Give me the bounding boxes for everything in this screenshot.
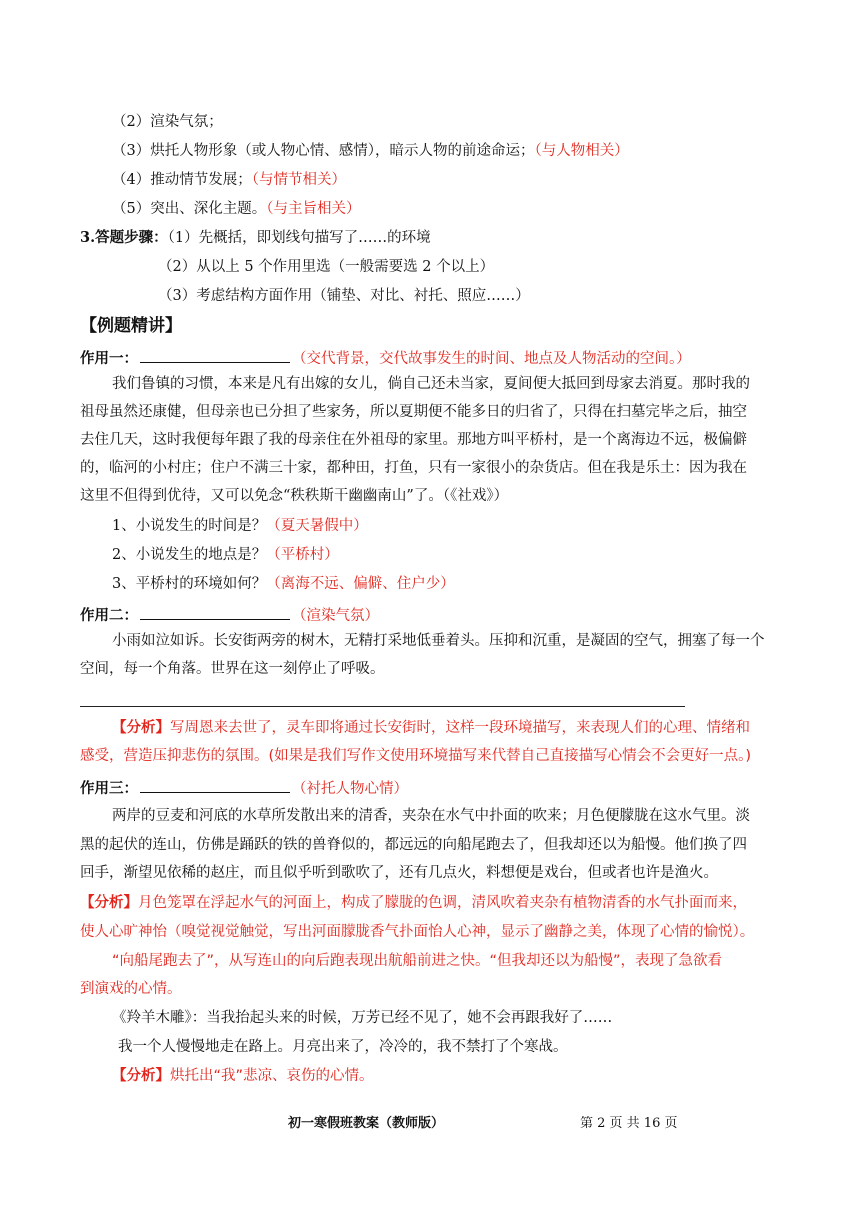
list-item-5-note: （与主旨相关） bbox=[266, 201, 361, 217]
ex3-analysis-line-4: 到演戏的心情。 bbox=[80, 981, 182, 997]
ex2-answer: （渲染气氛） bbox=[292, 608, 379, 624]
ex2-label: 作用二： bbox=[80, 607, 138, 624]
step-1: （1）先概括，即划线句描写了……的环境 bbox=[167, 230, 431, 246]
ex2-analysis-line-2: 感受，营造压抑悲伤的氛围。(如果是我们写作文使用环境描写来代替自己直接描写心情会不会更好一点。) bbox=[80, 748, 752, 764]
ex2-para-line-1: 小雨如泣如诉。长安街两旁的树木，无精打采地低垂着头。压抑和沉重，是凝固的空气，拥塞了每一个 bbox=[112, 633, 765, 649]
footer-left: 初一寒假班教案（教师版） bbox=[288, 1116, 445, 1131]
steps-line-1 bbox=[80, 228, 431, 248]
ex3-label: 作用三： bbox=[80, 780, 138, 797]
ex1-answer: （交代背景，交代故事发生的时间、地点及人物活动的空间。） bbox=[292, 351, 691, 367]
section-title: 【例题精讲】 bbox=[80, 316, 182, 336]
ex1-q1-text: 1、小说发生的时间是？ bbox=[112, 518, 267, 534]
ex2-analysis-line-1 bbox=[112, 718, 750, 738]
steps-label: 3.答题步骤： bbox=[80, 229, 168, 246]
ex3-para-line-1: 两岸的豆麦和河底的水草所发散出来的清香，夹杂在水气中扑面的吹来；月色便朦胧在这水气里。淡 bbox=[112, 808, 750, 824]
ex1-q3-text: 3、平桥村的环境如何？ bbox=[112, 576, 267, 592]
ex1-para-line-3: 去住几天，这时我便每年跟了我的母亲住在外祖母的家里。那地方叫平桥村，是一个离海边不远，极偏僻 bbox=[80, 432, 747, 448]
ex3-para-line-3: 回手，渐望见依稀的赵庄，而且似乎听到歌吹了，还有几点火，料想便是戏台，但或者也许是渔火。 bbox=[80, 865, 718, 881]
ex2-analysis-tag: 【分析】 bbox=[112, 719, 170, 736]
ex3-analysis-text-1: 月色笼罩在浮起水气的河面上，构成了朦胧的色调，清风吹着夹杂有植物清香的水气扑面而来， bbox=[138, 895, 747, 911]
ex1-q2-text: 2、小说发生的地点是？ bbox=[112, 547, 267, 563]
ex1-a1: （夏天暑假中） bbox=[266, 518, 368, 534]
ex4-para-line-2: 我一个人慢慢地走在路上。月亮出来了，冷冷的，我不禁打了个寒战。 bbox=[118, 1039, 568, 1055]
ex1-a2: （平桥村） bbox=[266, 547, 339, 563]
list-item-4-note: （与情节相关） bbox=[251, 172, 346, 188]
ex2-para-line-2: 空间，每一个角落。世界在这一刻停止了呼吸。 bbox=[80, 661, 385, 677]
ex3-blank bbox=[140, 776, 290, 793]
ex1-question-1 bbox=[112, 516, 368, 536]
ex2-analysis-text-1: 写周恩来去世了，灵车即将通过长安街时，这样一段环境描写，来表现人们的心理、情绪和 bbox=[170, 720, 750, 736]
ex2-blank bbox=[140, 603, 290, 620]
ex1-question-2 bbox=[112, 545, 339, 565]
list-item-3-note: （与人物相关） bbox=[534, 143, 629, 159]
ex4-analysis-text: 烘托出“我”悲凉、哀伤的心情。 bbox=[170, 1068, 374, 1084]
ex1-para-line-5: 这里不但得到优待，又可以免念“秩秩斯干幽幽南山”了。（《社戏》） bbox=[80, 488, 509, 504]
ex1-para-line-2: 祖母虽然还康健，但母亲也已分担了些家务，所以夏期便不能多日的归省了，只得在扫墓完毕之后，抽空 bbox=[80, 404, 747, 420]
list-item-3-text: （3）烘托人物形象（或人物心情、感情），暗示人物的前途命运； bbox=[112, 143, 535, 159]
step-3: （3）考虑结构方面作用（铺垫、对比、衬托、照应……） bbox=[158, 288, 530, 304]
ex3-analysis-tag: 【分析】 bbox=[80, 894, 138, 911]
list-item-3 bbox=[112, 141, 629, 161]
list-item-2: （2）渲染气氛； bbox=[112, 114, 223, 130]
list-item-4-text: （4）推动情节发展； bbox=[112, 172, 252, 188]
ex3-answer: （衬托人物心情） bbox=[292, 781, 408, 797]
ex1-header bbox=[80, 346, 691, 369]
list-item-4 bbox=[112, 170, 346, 190]
ex4-analysis-tag: 【分析】 bbox=[112, 1067, 170, 1084]
ex1-a3: （离海不远、偏僻、住户少） bbox=[266, 576, 455, 592]
ex1-question-3 bbox=[112, 574, 455, 594]
list-item-5-text: （5）突出、深化主题。 bbox=[112, 201, 267, 217]
ex1-para-line-4: 的，临河的小村庄；住户不满三十家，都种田，打鱼，只有一家很小的杂货店。但在我是乐土：因为我在 bbox=[80, 460, 747, 476]
ex4-analysis bbox=[112, 1066, 374, 1086]
ex2-header bbox=[80, 603, 379, 626]
ex3-analysis-line-3: “向船尾跑去了”，从写连山的向后跑表现出航船前进之快。“但我却还以为船慢”，表现了急欲看 bbox=[112, 953, 723, 969]
answer-blank-line bbox=[80, 706, 685, 707]
page-number: 第 2 页 共 16 页 bbox=[580, 1116, 678, 1131]
ex1-blank bbox=[140, 346, 290, 363]
ex3-analysis-line-2: 使人心旷神怡（嗅觉视觉触觉，写出河面朦胧香气扑面怡人心神，显示了幽静之美，体现了心情的愉悦）。 bbox=[80, 924, 755, 940]
ex1-para-line-1: 我们鲁镇的习惯，本来是凡有出嫁的女儿，倘自己还未当家，夏间便大抵回到母家去消夏。那时我的 bbox=[112, 376, 750, 392]
step-2: （2）从以上 5 个作用里选（一般需要选 2 个以上） bbox=[158, 259, 495, 275]
ex4-para-line-1: 《羚羊木雕》：当我抬起头来的时候，万芳已经不见了，她不会再跟我好了…… bbox=[112, 1010, 613, 1026]
ex1-label: 作用一： bbox=[80, 350, 138, 367]
ex3-header bbox=[80, 776, 408, 799]
list-item-5 bbox=[112, 199, 360, 219]
ex3-para-line-2: 黑的起伏的连山，仿佛是踊跃的铁的兽脊似的，都远远的向船尾跑去了，但我却还以为船慢。他们换了四 bbox=[80, 837, 747, 853]
ex3-analysis-line-1 bbox=[80, 893, 747, 913]
